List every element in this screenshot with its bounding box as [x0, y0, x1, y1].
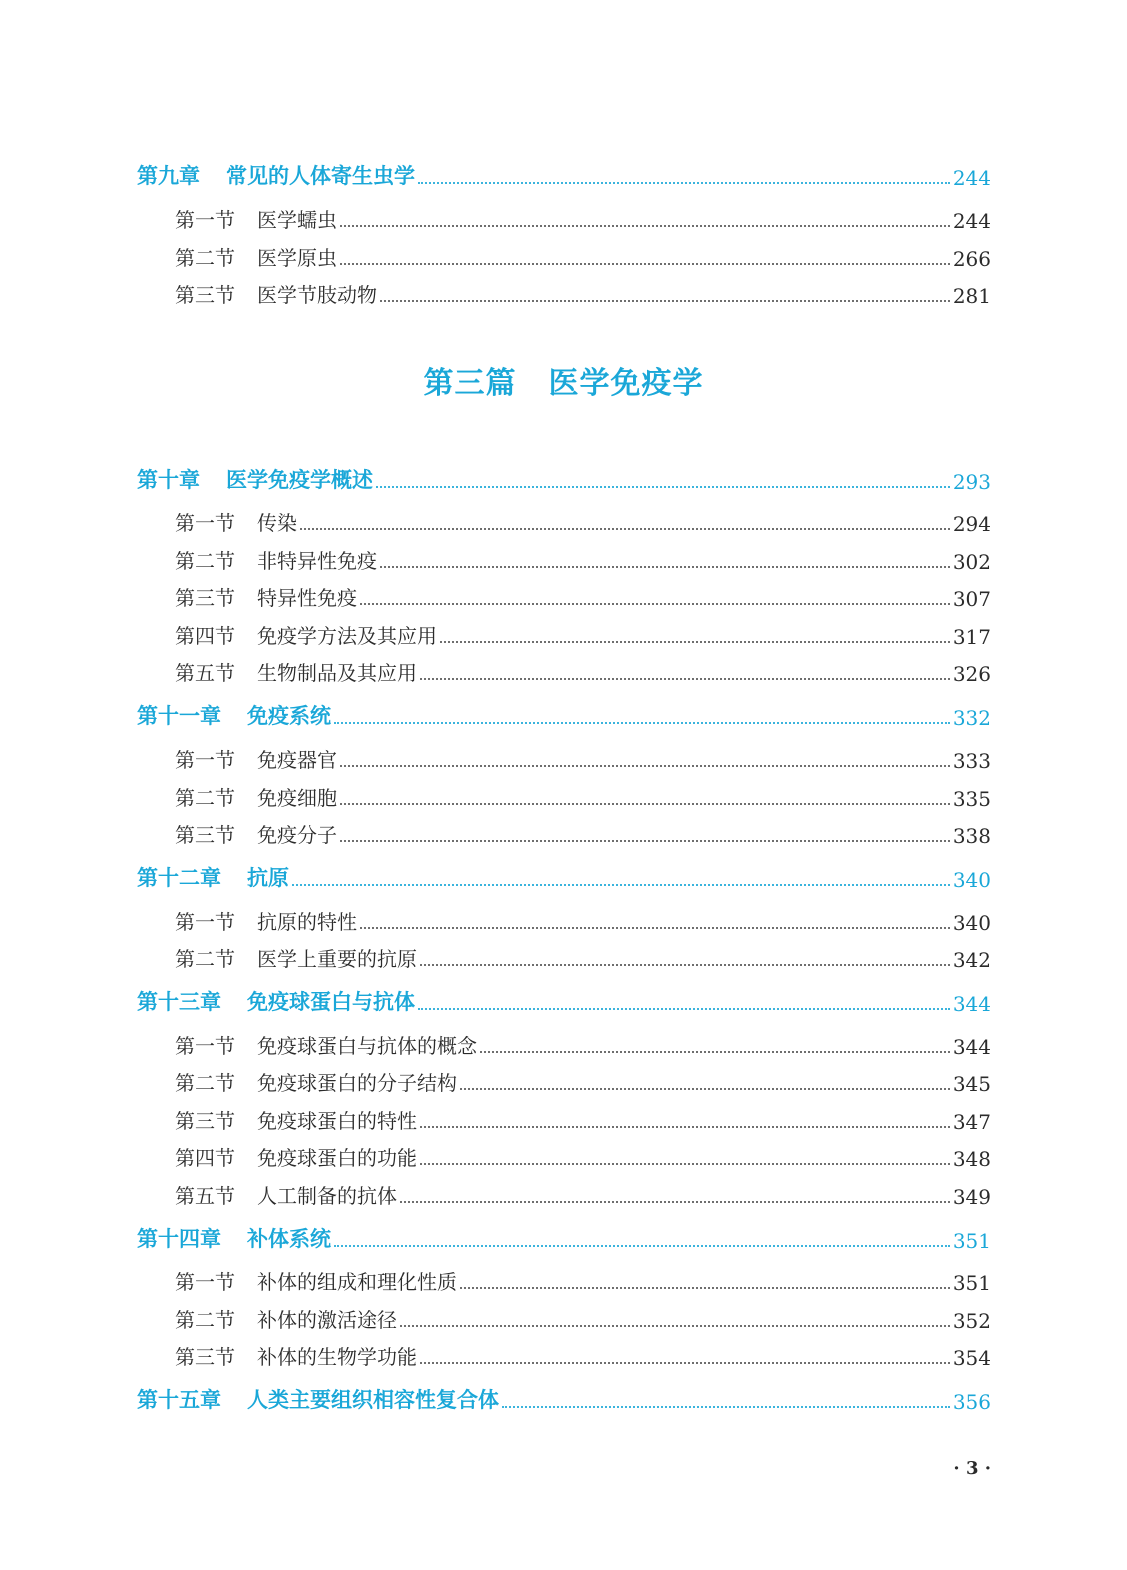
section-number: 第三节: [175, 1109, 235, 1133]
dot-leader: [334, 1245, 950, 1247]
section-number: 第一节: [175, 1270, 235, 1294]
toc-chapter-15[interactable]: [137, 1384, 991, 1414]
chapter-title: 免疫系统: [247, 704, 331, 728]
dot-leader: [420, 964, 950, 966]
toc-section[interactable]: [175, 203, 991, 233]
section-page: 348: [952, 1147, 991, 1171]
chapter-number: 第十四章: [137, 1227, 221, 1251]
chapter-number: 第九章: [137, 164, 200, 188]
section-title: 生物制品及其应用: [257, 661, 417, 685]
section-title: 抗原的特性: [257, 910, 357, 934]
dot-leader: [340, 840, 950, 842]
section-page: 266: [952, 247, 991, 271]
section-title: 免疫分子: [257, 823, 337, 847]
toc-chapter-9[interactable]: [137, 160, 991, 190]
section-number: 第一节: [175, 511, 235, 535]
dot-leader: [380, 566, 950, 568]
chapter-page: 332: [952, 706, 991, 730]
dot-leader: [300, 528, 950, 530]
section-number: 第二节: [175, 549, 235, 573]
section-number: 第三节: [175, 823, 235, 847]
chapter-page: 344: [952, 992, 991, 1016]
chapter-page: 356: [952, 1390, 991, 1414]
section-page: 352: [952, 1309, 991, 1333]
dot-leader: [440, 641, 950, 643]
toc-section[interactable]: [175, 581, 991, 611]
dot-leader: [418, 182, 950, 184]
dot-leader: [420, 678, 950, 680]
section-page: 344: [952, 1035, 991, 1059]
section-page: 326: [952, 662, 991, 686]
section-number: 第二节: [175, 786, 235, 810]
part-heading: [0, 358, 1127, 402]
toc-section[interactable]: [175, 781, 991, 811]
toc-section[interactable]: [175, 905, 991, 935]
section-page: 244: [952, 209, 991, 233]
page-number: · 3 ·: [953, 1458, 991, 1479]
section-page: 347: [952, 1110, 991, 1134]
dot-leader: [418, 1008, 950, 1010]
toc-section[interactable]: [175, 1141, 991, 1171]
section-number: 第二节: [175, 246, 235, 270]
chapter-title: 补体系统: [247, 1227, 331, 1251]
part-title: 医学免疫学: [548, 366, 704, 401]
dot-leader: [340, 803, 950, 805]
toc-section[interactable]: [175, 1029, 991, 1059]
section-page: 342: [952, 948, 991, 972]
section-title: 补体的生物学功能: [257, 1345, 417, 1369]
section-title: 免疫球蛋白的分子结构: [257, 1071, 457, 1095]
chapter-number: 第十二章: [137, 866, 221, 890]
dot-leader: [460, 1088, 950, 1090]
toc-section[interactable]: [175, 743, 991, 773]
chapter-number: 第十一章: [137, 704, 221, 728]
section-title: 免疫器官: [257, 748, 337, 772]
section-title: 人工制备的抗体: [257, 1184, 397, 1208]
toc-section[interactable]: [175, 241, 991, 271]
toc-section[interactable]: [175, 619, 991, 649]
section-title: 医学节肢动物: [257, 283, 377, 307]
toc-chapter-10[interactable]: [137, 464, 991, 494]
section-title: 非特异性免疫: [257, 549, 377, 573]
section-page: 338: [952, 824, 991, 848]
toc-chapter-12[interactable]: [137, 862, 991, 892]
dot-leader: [340, 263, 950, 265]
section-page: 354: [952, 1346, 991, 1370]
dot-leader: [480, 1051, 950, 1053]
chapter-page: 244: [952, 166, 991, 190]
section-number: 第二节: [175, 947, 235, 971]
dot-leader: [376, 486, 950, 488]
section-title: 免疫球蛋白的特性: [257, 1109, 417, 1133]
chapter-page: 293: [952, 470, 991, 494]
section-title: 免疫细胞: [257, 786, 337, 810]
section-number: 第三节: [175, 586, 235, 610]
chapter-number: 第十五章: [137, 1388, 221, 1412]
section-number: 第一节: [175, 748, 235, 772]
dot-leader: [340, 765, 950, 767]
chapter-title: 常见的人体寄生虫学: [226, 164, 415, 188]
section-title: 免疫球蛋白的功能: [257, 1146, 417, 1170]
section-number: 第一节: [175, 208, 235, 232]
section-number: 第四节: [175, 624, 235, 648]
section-page: 349: [952, 1185, 991, 1209]
section-page: 294: [952, 512, 991, 536]
toc-section[interactable]: [175, 942, 991, 972]
chapter-title: 医学免疫学概述: [226, 468, 373, 492]
section-number: 第三节: [175, 283, 235, 307]
dot-leader: [400, 1325, 950, 1327]
section-page: 340: [952, 911, 991, 935]
toc-section[interactable]: [175, 1179, 991, 1209]
section-title: 补体的组成和理化性质: [257, 1270, 457, 1294]
toc-section[interactable]: [175, 1104, 991, 1134]
chapter-page: 340: [952, 868, 991, 892]
dot-leader: [420, 1126, 950, 1128]
section-number: 第二节: [175, 1071, 235, 1095]
toc-section[interactable]: [175, 506, 991, 536]
toc-chapter-11[interactable]: [137, 700, 991, 730]
section-title: 免疫学方法及其应用: [257, 624, 437, 648]
toc-section[interactable]: [175, 818, 991, 848]
dot-leader: [420, 1163, 950, 1165]
section-page: 335: [952, 787, 991, 811]
toc-chapter-13[interactable]: [137, 986, 991, 1016]
section-title: 医学蠕虫: [257, 208, 337, 232]
chapter-number: 第十章: [137, 468, 200, 492]
section-number: 第一节: [175, 910, 235, 934]
section-title: 传染: [257, 511, 297, 535]
dot-leader: [334, 722, 950, 724]
chapter-title: 免疫球蛋白与抗体: [247, 990, 415, 1014]
chapter-title: 人类主要组织相容性复合体: [247, 1388, 499, 1412]
toc-section[interactable]: [175, 1340, 991, 1370]
toc-section[interactable]: [175, 278, 991, 308]
section-page: 317: [952, 625, 991, 649]
dot-leader: [400, 1201, 950, 1203]
dot-leader: [380, 300, 950, 302]
section-page: 302: [952, 550, 991, 574]
section-page: 333: [952, 749, 991, 773]
dot-leader: [292, 884, 950, 886]
chapter-title: 抗原: [247, 866, 289, 890]
part-number: 第三篇: [423, 366, 517, 401]
toc-chapter-14[interactable]: [137, 1223, 991, 1253]
section-title: 医学上重要的抗原: [257, 947, 417, 971]
section-number: 第二节: [175, 1308, 235, 1332]
section-title: 特异性免疫: [257, 586, 357, 610]
dot-leader: [460, 1287, 950, 1289]
toc-section[interactable]: [175, 544, 991, 574]
toc-section[interactable]: [175, 656, 991, 686]
chapter-number: 第十三章: [137, 990, 221, 1014]
dot-leader: [420, 1362, 950, 1364]
dot-leader: [502, 1406, 950, 1408]
section-page: 345: [952, 1072, 991, 1096]
dot-leader: [340, 225, 950, 227]
section-number: 第一节: [175, 1034, 235, 1058]
section-number: 第三节: [175, 1345, 235, 1369]
toc-section[interactable]: [175, 1303, 991, 1333]
section-number: 第五节: [175, 661, 235, 685]
dot-leader: [360, 927, 950, 929]
toc-section[interactable]: [175, 1066, 991, 1096]
section-page: 307: [952, 587, 991, 611]
section-number: 第五节: [175, 1184, 235, 1208]
section-title: 免疫球蛋白与抗体的概念: [257, 1034, 477, 1058]
dot-leader: [360, 603, 950, 605]
section-title: 补体的激活途径: [257, 1308, 397, 1332]
chapter-page: 351: [952, 1229, 991, 1253]
section-page: 351: [952, 1271, 991, 1295]
section-number: 第四节: [175, 1146, 235, 1170]
toc-section[interactable]: [175, 1265, 991, 1295]
section-page: 281: [952, 284, 991, 308]
section-title: 医学原虫: [257, 246, 337, 270]
